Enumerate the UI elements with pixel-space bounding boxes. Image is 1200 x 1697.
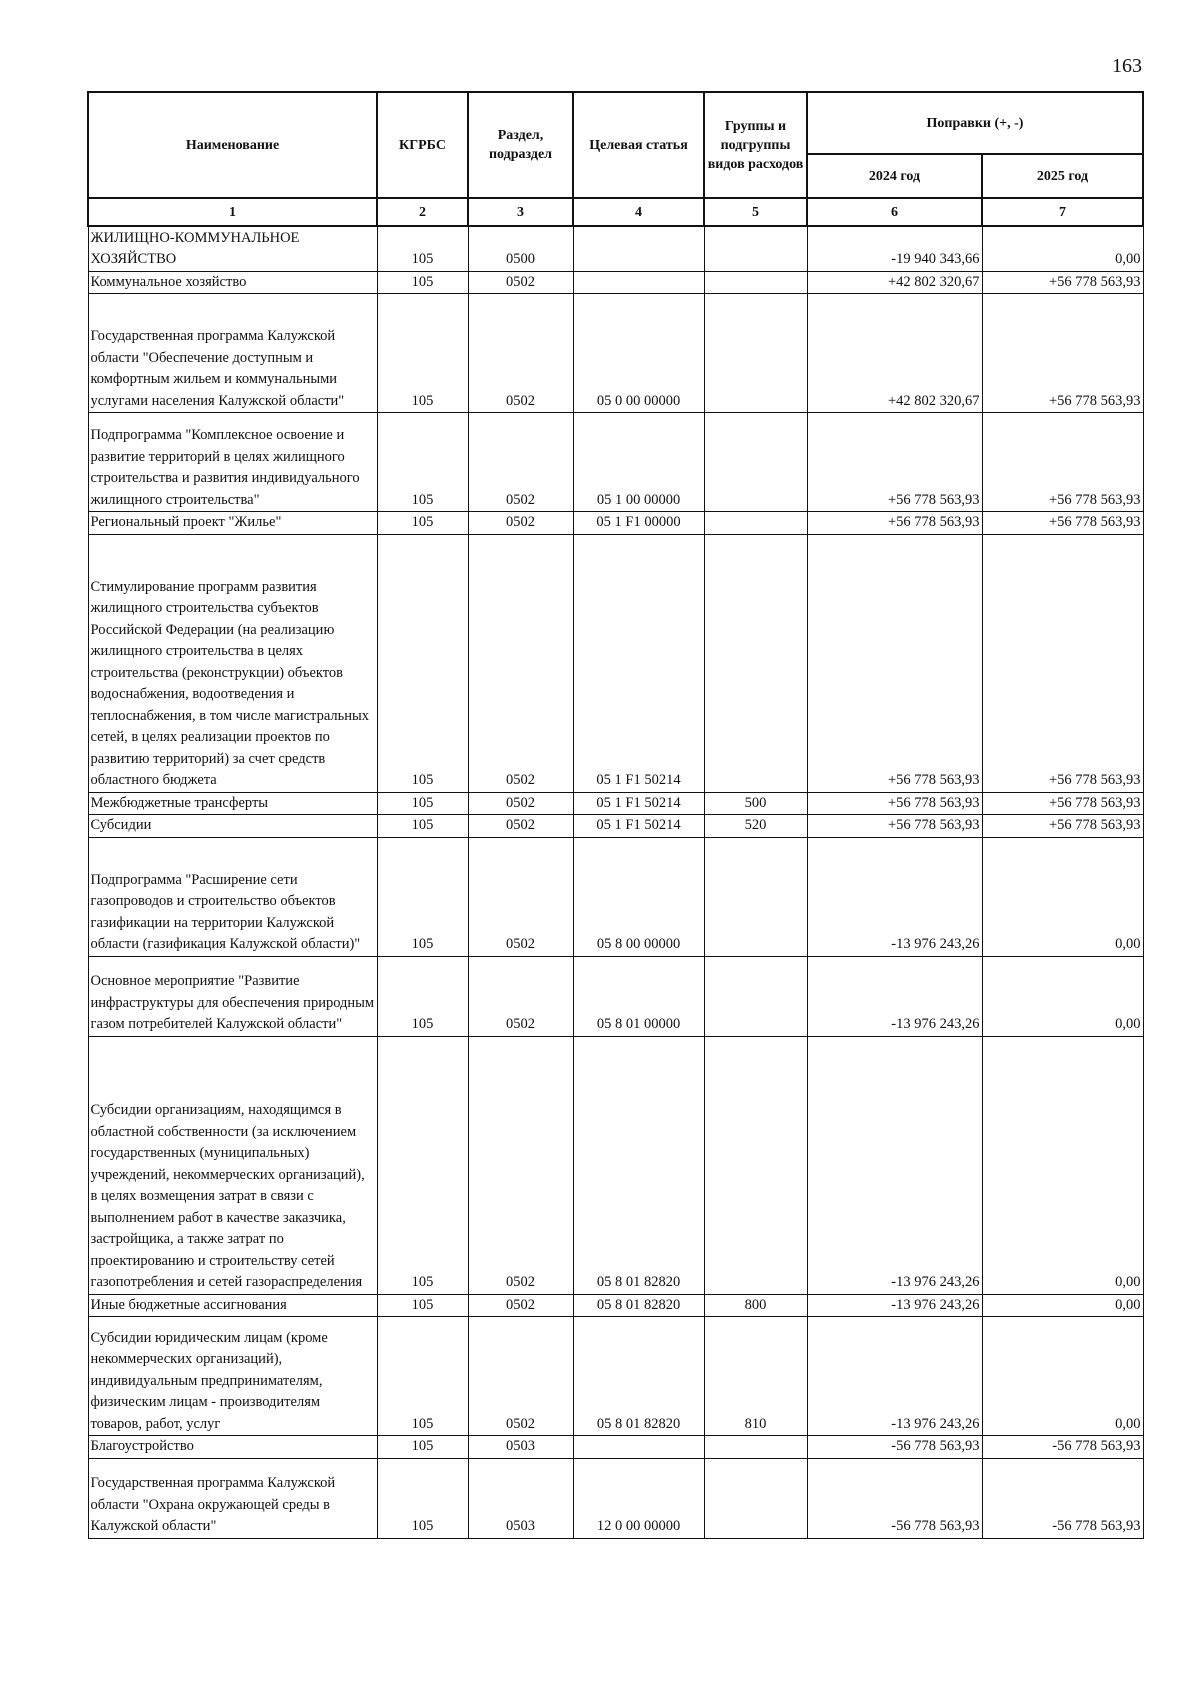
budget-amendments-table	[87, 91, 1144, 1539]
table-body	[88, 226, 1143, 1538]
header-year-2024: 2024 год	[807, 154, 982, 198]
row-group	[704, 271, 807, 294]
row-group: 500	[704, 792, 807, 815]
row-target: 05 1 00 00000	[573, 413, 704, 512]
row-amount-2024: -19 940 343,66	[807, 226, 982, 271]
table-row	[88, 1036, 1143, 1294]
row-amount-2025: 0,00	[982, 837, 1143, 956]
row-name: ЖИЛИЩНО-КОММУНАЛЬНОЕ ХОЗЯЙСТВО	[88, 226, 377, 271]
table-row	[88, 1436, 1143, 1459]
table-row	[88, 413, 1143, 512]
row-amount-2024: +56 778 563,93	[807, 413, 982, 512]
row-name: Коммунальное хозяйство	[88, 271, 377, 294]
row-amount-2024: +42 802 320,67	[807, 294, 982, 413]
row-kgrbs: 105	[377, 956, 468, 1036]
row-name: Субсидии организациям, находящимся в областной собственности (за исключением государственных (муниципальных) учреждений, некоммерческих организаций), в целях возмещения затрат в связи с выполнением работ в качестве заказчика, застройщика, а также затрат по проектированию и строительству сетей газопотребления и сетей газораспределения	[88, 1036, 377, 1294]
table-header	[88, 92, 1143, 226]
row-section: 0502	[468, 815, 573, 838]
row-group: 520	[704, 815, 807, 838]
row-group	[704, 837, 807, 956]
table-row	[88, 1458, 1143, 1538]
row-kgrbs: 105	[377, 512, 468, 535]
row-kgrbs: 105	[377, 534, 468, 792]
row-kgrbs: 105	[377, 1436, 468, 1459]
row-amount-2025: 0,00	[982, 956, 1143, 1036]
row-amount-2024: +42 802 320,67	[807, 271, 982, 294]
row-target: 05 1 F1 50214	[573, 792, 704, 815]
row-amount-2024: -56 778 563,93	[807, 1458, 982, 1538]
row-kgrbs: 105	[377, 413, 468, 512]
row-amount-2025: 0,00	[982, 1317, 1143, 1436]
row-amount-2025: +56 778 563,93	[982, 534, 1143, 792]
row-target	[573, 226, 704, 271]
header-section: Раздел, подраздел	[468, 92, 573, 198]
row-amount-2025: +56 778 563,93	[982, 294, 1143, 413]
row-target: 05 8 01 82820	[573, 1036, 704, 1294]
row-kgrbs: 105	[377, 1317, 468, 1436]
row-kgrbs: 105	[377, 294, 468, 413]
row-target: 05 1 F1 50214	[573, 815, 704, 838]
row-target: 05 8 00 00000	[573, 837, 704, 956]
row-name: Иные бюджетные ассигнования	[88, 1294, 377, 1317]
row-section: 0502	[468, 294, 573, 413]
row-section: 0502	[468, 512, 573, 535]
header-year-2025: 2025 год	[982, 154, 1143, 198]
row-target: 05 1 F1 50214	[573, 534, 704, 792]
page-number: 163	[1112, 55, 1142, 77]
row-name: Межбюджетные трансферты	[88, 792, 377, 815]
row-amount-2024: -13 976 243,26	[807, 1294, 982, 1317]
table-row	[88, 956, 1143, 1036]
table-row	[88, 294, 1143, 413]
table-row	[88, 512, 1143, 535]
row-group	[704, 1036, 807, 1294]
row-section: 0502	[468, 1294, 573, 1317]
row-section: 0502	[468, 956, 573, 1036]
column-number: 5	[704, 198, 807, 226]
row-amount-2024: -13 976 243,26	[807, 1317, 982, 1436]
row-group: 810	[704, 1317, 807, 1436]
column-number-row	[88, 198, 1143, 226]
row-name: Подпрограмма "Расширение сети газопроводов и строительство объектов газификации на территории Калужской области (газификация Калужской области)"	[88, 837, 377, 956]
row-group	[704, 294, 807, 413]
row-group: 800	[704, 1294, 807, 1317]
row-section: 0503	[468, 1458, 573, 1538]
row-target: 05 1 F1 00000	[573, 512, 704, 535]
row-name: Субсидии	[88, 815, 377, 838]
row-amount-2025: +56 778 563,93	[982, 271, 1143, 294]
row-name: Субсидии юридическим лицам (кроме некоммерческих организаций), индивидуальным предпринимателям, физическим лицам - производителям товаров, работ, услуг	[88, 1317, 377, 1436]
header-groups: Группы и подгруппы видов расходов	[704, 92, 807, 198]
row-group	[704, 1458, 807, 1538]
row-name: Региональный проект "Жилье"	[88, 512, 377, 535]
row-amount-2024: -13 976 243,26	[807, 1036, 982, 1294]
row-kgrbs: 105	[377, 226, 468, 271]
row-kgrbs: 105	[377, 792, 468, 815]
row-name: Стимулирование программ развития жилищного строительства субъектов Российской Федерации (на реализацию жилищного строительства в целях строительства (реконструкции) объектов водоснабжения, водоотведения и теплоснабжения, в том числе магистральных сетей, в целях реализации проектов по развитию территорий) за счет средств областного бюджета	[88, 534, 377, 792]
row-section: 0503	[468, 1436, 573, 1459]
row-name: Благоустройство	[88, 1436, 377, 1459]
row-target: 05 8 01 82820	[573, 1317, 704, 1436]
header-kgrbs: КГРБС	[377, 92, 468, 198]
row-kgrbs: 105	[377, 271, 468, 294]
row-amount-2025: +56 778 563,93	[982, 792, 1143, 815]
column-number: 2	[377, 198, 468, 226]
row-amount-2025: +56 778 563,93	[982, 413, 1143, 512]
row-amount-2024: +56 778 563,93	[807, 512, 982, 535]
row-kgrbs: 105	[377, 815, 468, 838]
row-section: 0502	[468, 271, 573, 294]
row-name: Государственная программа Калужской области "Охрана окружающей среды в Калужской области"	[88, 1458, 377, 1538]
row-group	[704, 413, 807, 512]
row-section: 0502	[468, 792, 573, 815]
table-row	[88, 792, 1143, 815]
row-amount-2024: +56 778 563,93	[807, 815, 982, 838]
row-section: 0502	[468, 1317, 573, 1436]
row-amount-2025: -56 778 563,93	[982, 1436, 1143, 1459]
row-amount-2025: 0,00	[982, 226, 1143, 271]
table-row	[88, 1294, 1143, 1317]
row-amount-2025: -56 778 563,93	[982, 1458, 1143, 1538]
header-target: Целевая статья	[573, 92, 704, 198]
row-amount-2024: -13 976 243,26	[807, 956, 982, 1036]
row-section: 0502	[468, 837, 573, 956]
row-name: Государственная программа Калужской области "Обеспечение доступным и комфортным жильем и коммунальными услугами населения Калужской области"	[88, 294, 377, 413]
row-group	[704, 226, 807, 271]
row-section: 0502	[468, 413, 573, 512]
column-number: 6	[807, 198, 982, 226]
row-section: 0502	[468, 1036, 573, 1294]
row-group	[704, 1436, 807, 1459]
row-amount-2024: -13 976 243,26	[807, 837, 982, 956]
table-row	[88, 837, 1143, 956]
column-number: 7	[982, 198, 1143, 226]
row-group	[704, 534, 807, 792]
table-row	[88, 1317, 1143, 1436]
row-target	[573, 1436, 704, 1459]
table-row	[88, 226, 1143, 271]
row-name: Основное мероприятие "Развитие инфраструктуры для обеспечения природным газом потребителей Калужской области"	[88, 956, 377, 1036]
row-name: Подпрограмма "Комплексное освоение и развитие территорий в целях жилищного строительства и развития индивидуального жилищного строительства"	[88, 413, 377, 512]
row-kgrbs: 105	[377, 1294, 468, 1317]
row-amount-2024: +56 778 563,93	[807, 792, 982, 815]
row-kgrbs: 105	[377, 1458, 468, 1538]
row-amount-2025: 0,00	[982, 1036, 1143, 1294]
column-number: 3	[468, 198, 573, 226]
row-section: 0500	[468, 226, 573, 271]
row-group	[704, 956, 807, 1036]
row-amount-2024: -56 778 563,93	[807, 1436, 982, 1459]
column-number: 1	[88, 198, 377, 226]
row-target: 12 0 00 00000	[573, 1458, 704, 1538]
row-target: 05 0 00 00000	[573, 294, 704, 413]
row-kgrbs: 105	[377, 837, 468, 956]
header-amendments: Поправки (+, -)	[807, 92, 1143, 154]
column-number: 4	[573, 198, 704, 226]
table-row	[88, 534, 1143, 792]
table-row	[88, 815, 1143, 838]
row-target: 05 8 01 00000	[573, 956, 704, 1036]
row-section: 0502	[468, 534, 573, 792]
row-amount-2025: 0,00	[982, 1294, 1143, 1317]
table-row	[88, 271, 1143, 294]
row-group	[704, 512, 807, 535]
row-kgrbs: 105	[377, 1036, 468, 1294]
header-name: Наименование	[88, 92, 377, 198]
row-amount-2024: +56 778 563,93	[807, 534, 982, 792]
row-amount-2025: +56 778 563,93	[982, 512, 1143, 535]
row-target: 05 8 01 82820	[573, 1294, 704, 1317]
row-target	[573, 271, 704, 294]
row-amount-2025: +56 778 563,93	[982, 815, 1143, 838]
